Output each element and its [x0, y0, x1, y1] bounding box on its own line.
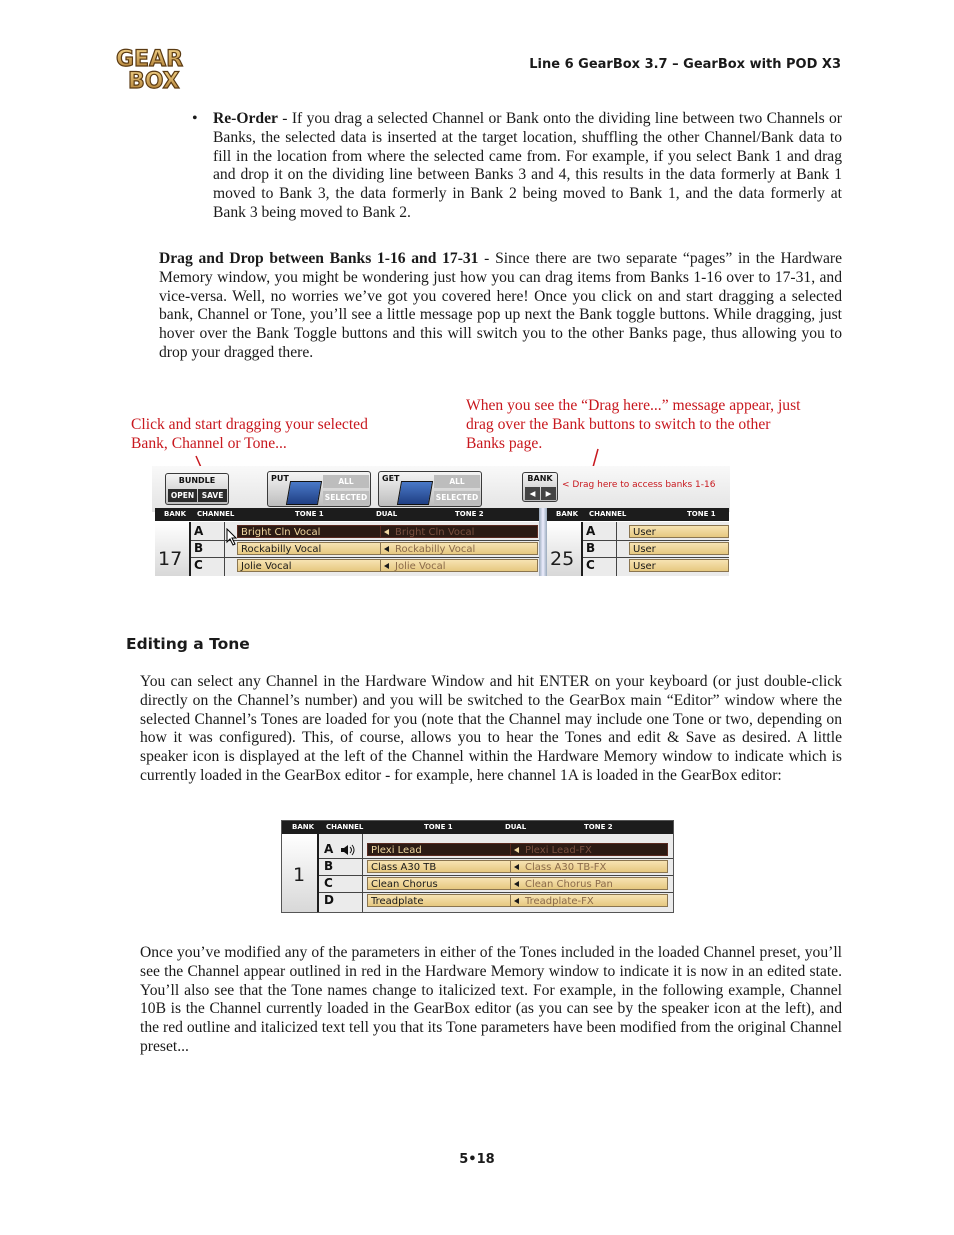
tone2-cell[interactable] — [510, 860, 668, 873]
tone1-cell[interactable]: Plexi Lead — [367, 843, 517, 856]
editor-loaded-screenshot — [281, 820, 674, 913]
tone2-cell[interactable] — [510, 894, 668, 907]
dual-arrow-icon — [514, 864, 519, 870]
right-column-header — [547, 508, 729, 521]
callout-left: Click and start dragging your selected Bank, Channel or Tone... — [131, 416, 368, 452]
tone1-cell[interactable]: User — [629, 525, 729, 538]
tone1-cell[interactable]: Rockabilly Vocal — [237, 542, 387, 555]
row-divider — [319, 892, 673, 893]
put-label: PUT — [271, 474, 289, 483]
bank-prev-button[interactable]: ◀ — [525, 487, 540, 500]
get-device-icon — [397, 481, 433, 505]
dual-arrow-icon — [384, 546, 389, 552]
header-bank: BANK — [292, 823, 315, 831]
header-channel: CHANNEL — [326, 823, 364, 831]
channel-column-divider — [616, 522, 617, 576]
header-title: Line 6 GearBox 3.7 – GearBox with POD X3 — [529, 57, 841, 72]
header-tone2: TONE 2 — [455, 510, 484, 518]
channel-letter[interactable]: B — [586, 541, 596, 555]
mouse-cursor-icon — [226, 528, 238, 546]
channel-letter[interactable]: A — [586, 524, 596, 538]
row-divider — [583, 540, 729, 541]
dual-arrow-icon — [384, 563, 389, 569]
tone2-cell[interactable] — [380, 525, 538, 538]
bank-next-button[interactable]: ▶ — [541, 487, 556, 500]
header-dual: DUAL — [376, 510, 398, 518]
channel-letter[interactable]: D — [324, 893, 334, 907]
get-button-group — [378, 471, 482, 507]
tone1-cell[interactable]: User — [629, 542, 729, 555]
tone2-label: Bright Cln Vocal — [395, 527, 475, 538]
tone2-label: Class A30 TB-FX — [525, 862, 607, 873]
channel-letter[interactable]: A — [194, 524, 204, 538]
tone1-cell[interactable]: Jolie Vocal — [237, 559, 387, 572]
header-tone2: TONE 2 — [584, 823, 613, 831]
tone1-cell[interactable]: Bright Cln Vocal — [237, 525, 387, 538]
page-number: 5•18 — [459, 1152, 495, 1167]
put-all-button[interactable]: ALL — [323, 475, 369, 488]
bank-cell[interactable] — [282, 834, 319, 912]
bank-toggle-label: BANK — [527, 474, 553, 483]
bullet: • — [192, 110, 198, 127]
dragdrop-text: - Since there are two separate “pages” in the Hardware Memory window, you might be wondering just how you can drag items from Banks 1-16 over to 17-31, and vice-versa. Well, no worries we’ve got you covered here! Once you click on and start dragging a selected bank, Channel or Tone, you’ll see a little message pop up next the Bank toggle buttons. While dragging, just hover over the Bank Toggle buttons and this will switch you to the other Banks page, thus allowing you to drop your dragged there. — [159, 250, 843, 361]
put-selected-button[interactable]: SELECTED — [324, 493, 368, 502]
header-tone1: TONE 1 — [424, 823, 453, 831]
tone1-cell[interactable]: Class A30 TB — [367, 860, 517, 873]
svg-text:GEAR: GEAR — [116, 47, 184, 72]
dual-arrow-icon — [514, 898, 519, 904]
bank-number-right: 25 — [550, 548, 575, 570]
pane-divider[interactable] — [539, 508, 547, 576]
callout-right: When you see the “Drag here...” message appear, just drag over the Bank buttons to switch to the other Banks page. — [466, 397, 801, 452]
channel-letter[interactable]: C — [324, 876, 333, 890]
dragdrop-term: Drag and Drop between Banks 1-16 and 17-31 — [159, 250, 479, 267]
row-divider — [191, 557, 539, 558]
drag-here-message: < Drag here to access banks 1-16 — [562, 480, 716, 490]
tone2-cell[interactable] — [380, 559, 538, 572]
tone1-cell[interactable]: Treadplate — [367, 894, 517, 907]
channel-letter[interactable]: C — [586, 558, 595, 572]
tone1-cell[interactable]: Clean Chorus — [367, 877, 517, 890]
tone2-cell[interactable] — [380, 542, 538, 555]
dual-arrow-icon — [514, 881, 519, 887]
hardware-memory-screenshot — [152, 466, 730, 577]
modified-paragraph: Once you’ve modified any of the parameters in either of the Tones included in the loaded Channel preset, you’ll see the Channel appear outlined in red in the Hardware Memory window to indicate it is now in an edited state. You’ll also see that the Tone names change to italicized text. For example, in the following example, Channel 10B is the Channel currently loaded in the GearBox editor (as you can see by the speaker icon at the left), and the red outline and italicized text tell you that its Tone parameters have been modified from the original Channel preset... — [140, 944, 842, 1055]
channel-letter[interactable]: B — [324, 859, 334, 873]
tone2-label: Jolie Vocal — [395, 561, 446, 572]
channel-letter[interactable]: B — [194, 541, 204, 555]
put-device-icon — [286, 481, 322, 505]
tone2-label: Rockabilly Vocal — [395, 544, 476, 555]
channel-letter[interactable]: A — [324, 842, 334, 856]
header-tone1: TONE 1 — [295, 510, 324, 518]
channel-letter[interactable]: C — [194, 558, 203, 572]
bank-number: 1 — [293, 864, 306, 886]
row-divider — [319, 875, 673, 876]
reorder-term: Re-Order — [213, 110, 278, 127]
bundle-label: BUNDLE — [178, 476, 216, 485]
section-title: Editing a Tone — [126, 635, 250, 653]
get-label: GET — [382, 474, 400, 483]
tone2-label: Clean Chorus Pan — [525, 879, 613, 890]
tone2-cell[interactable] — [510, 877, 668, 890]
row-divider — [583, 557, 729, 558]
speaker-icon — [340, 844, 356, 856]
bundle-button[interactable] — [165, 473, 229, 505]
bank-number-left: 17 — [158, 548, 183, 570]
column-header — [282, 821, 673, 834]
dual-arrow-icon — [384, 529, 389, 535]
editing-paragraph: You can select any Channel in the Hardware Window and hit ENTER on your keyboard (or just double-click directly on the Channel’s number) and you will be switched to the GearBox main “Editor” window where the selected Channel’s Tones are loaded for you (note that the Channel may include one Tone or two, depending on how it was configured). This, of course, allows you to hear the Tones and edit & Save as desired. A little speaker icon is displayed at the left of the Channel within the Hardware Memory window to indicate which is currently loaded in the GearBox editor - for example, here channel 1A is loaded in the GearBox editor: — [140, 673, 842, 784]
header-dual: DUAL — [505, 823, 527, 831]
svg-text:BOX: BOX — [128, 69, 180, 94]
bundle-open-button[interactable]: OPEN — [168, 489, 197, 502]
header-tone1: TONE 1 — [687, 510, 716, 518]
reorder-text: - If you drag a selected Channel or Bank onto the dividing line between two Channels or Banks, the selected data is inserted at the target location, shuffling the other Channel/Bank data to fill in the location from where the selected came from. For example, if you select Bank 1 and drag and drop it on the dividing line between Banks 3 and 4, this results in the data formerly at Bank 1 moved to Bank 3, the data formerly in Bank 2 being moved to Bank 1, and the data formerly at Bank 3 being moved to Bank 2. — [213, 110, 842, 221]
dual-arrow-icon — [514, 847, 519, 853]
bundle-save-button[interactable]: SAVE — [198, 489, 227, 502]
bank-toggle-group — [522, 472, 558, 502]
row-divider — [191, 540, 539, 541]
header-channel: CHANNEL — [589, 510, 627, 518]
header-bank: BANK — [556, 510, 579, 518]
get-all-button[interactable]: ALL — [434, 475, 480, 488]
tone2-label: Plexi Lead-FX — [525, 845, 592, 856]
header-channel: CHANNEL — [197, 510, 235, 518]
header-bank: BANK — [164, 510, 187, 518]
tone1-cell[interactable]: User — [629, 559, 729, 572]
tone2-label: Treadplate-FX — [525, 896, 594, 907]
row-divider — [319, 858, 673, 859]
channel-column-divider — [362, 834, 363, 912]
left-column-header — [155, 508, 539, 521]
get-selected-button[interactable]: SELECTED — [435, 493, 479, 502]
bank-cell-left[interactable] — [155, 522, 191, 576]
put-button-group — [267, 471, 371, 507]
channel-column-divider — [224, 522, 225, 576]
bank-cell-right[interactable] — [547, 522, 583, 576]
tone2-cell[interactable] — [510, 843, 668, 856]
